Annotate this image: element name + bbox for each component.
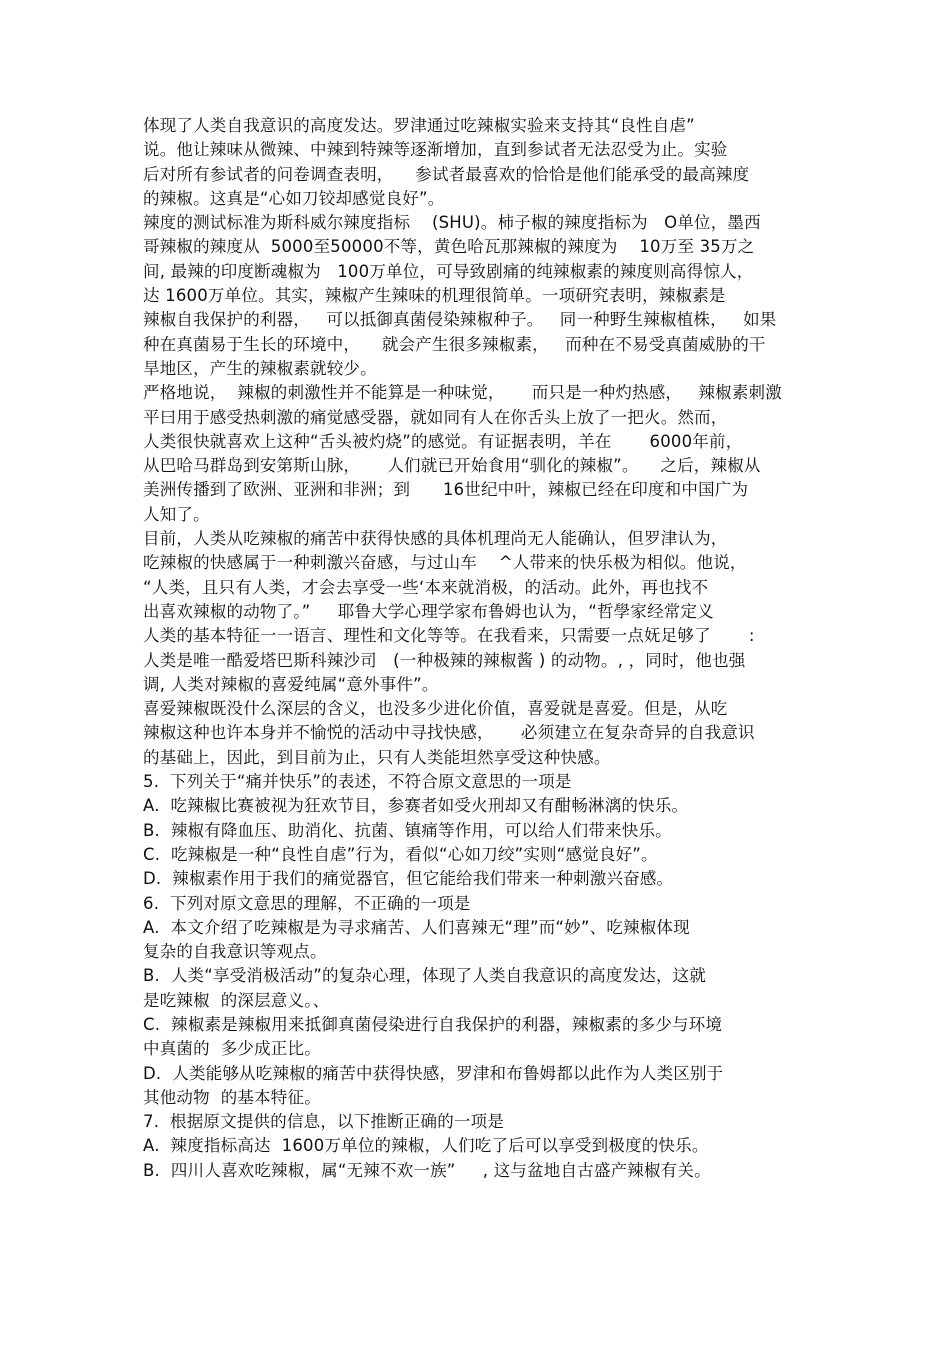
text-line: 从巴哈马群岛到安第斯山脉， 人们就已开始食用“驯化的辣椒”。 之后，辣椒从 [143,456,761,476]
text-line: 平曰用于感受热刺激的痛觉感受器，就如同有人在你舌头上放了一把火。然而， [143,407,728,427]
question-6-option-d-cont: 其他动物 的基本特征。 [143,1087,321,1107]
document-text [143,114,813,1183]
question-5-stem: 5. 下列关于“痛并快乐”的表述，不符合原文意思的一项是 [143,772,572,792]
question-5-option-b: B. 辣椒有降血压、助消化、抗菌、镇痛等作用，可以给人们带来快乐。 [143,820,672,840]
question-5-option-d: D. 辣椒素作用于我们的痛觉器官，但它能给我们带来一种刺激兴奋感。 [143,869,674,889]
question-7-option-a: A. 辣度指标高达 1600万单位的辣椒，人们吃了后可以享受到极度的快乐。 [143,1136,709,1156]
text-line: 后对所有参试者的问卷调查表明， 参试者最喜欢的恰恰是他们能承受的最高辣度 [143,164,750,184]
text-line: 达 1600万单位。其实，辣椒产生辣味的机理很简单。一项研究表明，辣椒素是 [143,286,726,306]
text-line: 调, 人类对辣椒的喜爱纯属“意外事件”。 [143,674,439,694]
text-line: 的辣椒。这真是“心如刀铰却感觉良好”。 [143,188,445,208]
question-5-option-c: C. 吃辣椒是一种“良性自虐”行为，看似“心如刀绞”实则“感觉良好”。 [143,844,658,864]
question-7-stem: 7. 根据原文提供的信息，以下推断正确的一项是 [143,1112,505,1132]
text-line: 的基础上，因此，到目前为止，只有人类能坦然享受这种快感。 [143,747,611,767]
question-6-stem: 6. 下列对原文意思的理解，不正确的一项是 [143,893,471,913]
question-6-option-a-cont: 复杂的自我意识等观点。 [143,942,327,962]
text-line: 间, 最辣的印度断魂椒为 100万单位，可导致剧痛的纯辣椒素的辣度则高得惊人， [143,261,754,281]
text-line: 体现了人类自我意识的高度发达。罗津通过吃辣椒实验来支持其“良性自虐” [143,116,695,135]
text-line: 旱地区，产生的辣椒素就较少。 [143,358,377,378]
question-6-option-c-cont: 中真菌的 多少成正比。 [143,1039,321,1059]
text-line: 目前，人类从吃辣椒的痛苦中获得快感的具体机理尚无人能确认，但罗津认为， [143,529,728,549]
text-line: 严格地说， 辣椒的刺激性并不能算是一种味觉， 而只是一种灼热感， 辣椒素刺激 [143,383,782,403]
question-6-option-d: D. 人类能够从吃辣椒的痛苦中获得快感，罗津和布鲁姆都以此作为人类区别于 [143,1063,724,1083]
text-line: 哥辣椒的辣度从 5000至50000不等，黄色哈瓦那辣椒的辣度为 10万至 35万之 [143,237,755,257]
question-5-option-a: A. 吃辣椒比赛被视为狂欢节目，参赛者如受火刑却又有酣畅淋漓的快乐。 [143,796,689,816]
text-line: 辣度的测试标准为斯科威尔辣度指标 (SHU)。柿子椒的辣度指标为 O单位，墨西 [143,213,761,233]
question-6-option-c: C. 辣椒素是辣椒用来抵御真菌侵染进行自我保护的利器，辣椒素的多少与环境 [143,1014,723,1034]
text-line: 美洲传播到了欧洲、亚洲和非洲；到 16世纪中叶，辣椒已经在印度和中国广为 [143,480,749,500]
question-6-option-b: B. 人类“享受消极活动”的复杂心理，体现了人类自我意识的高度发达，这就 [143,966,707,986]
text-line: 辣椒这种也许本身并不愉悦的活动中寻找快感， 必须建立在复杂奇异的自我意识 [143,723,755,743]
text-line: 辣椒自我保护的利器， 可以抵御真菌侵染辣椒种子。 同一种野生辣椒植株， 如果 [143,310,777,330]
text-line: 人知了。 [143,504,210,524]
text-line: 人类的基本特征一一语言、理性和文化等等。在我看来，只需要一点妩足够了 : [143,626,755,646]
text-line: 吃辣椒的快感属于一种刺激兴奋感，与过山车 ^人带来的快乐极为相似。他说， [143,553,747,573]
text-line: 出喜欢辣椒的动物了。” 耶鲁大学心理学家布鲁姆也认为，“哲學家经常定义 [143,601,714,621]
question-6-option-a: A. 本文介绍了吃辣椒是为寻求痛苦、人们喜辣无“理”而“妙”、吃辣椒体现 [143,917,690,937]
text-line: 人类是唯一酷爱塔巴斯科辣沙司 (一种极辣的辣椒酱 ) 的动物。, ，同时，他也强 [143,650,746,670]
question-7-option-b: B. 四川人喜欢吃辣椒，属“无辣不欢一族” , 这与盆地自古盛产辣椒有关。 [143,1160,711,1180]
question-6-option-b-cont: 是吃辣椒 的深层意义。、 [143,990,330,1010]
text-line: 说。他让辣味从微辣、中辣到特辣等逐渐增加，直到参试者无法忍受为止。实验 [143,140,728,160]
text-line: “人类，且只有人类，才会去享受一些‘本来就消极，的活动。此外，再也找不 [143,577,709,597]
text-line: 喜爱辣椒既没什么深层的含义，也没多少进化价值，喜爱就是喜爱。但是，从吃 [143,699,728,719]
text-line: 人类很快就喜欢上这种“舌头被灼烧”的感觉。有证据表明，羊在 6000年前， [143,431,743,451]
text-line: 种在真菌易于生长的环境中， 就会产生很多辣椒素， 而种在不易受真菌威胁的干 [143,334,766,354]
